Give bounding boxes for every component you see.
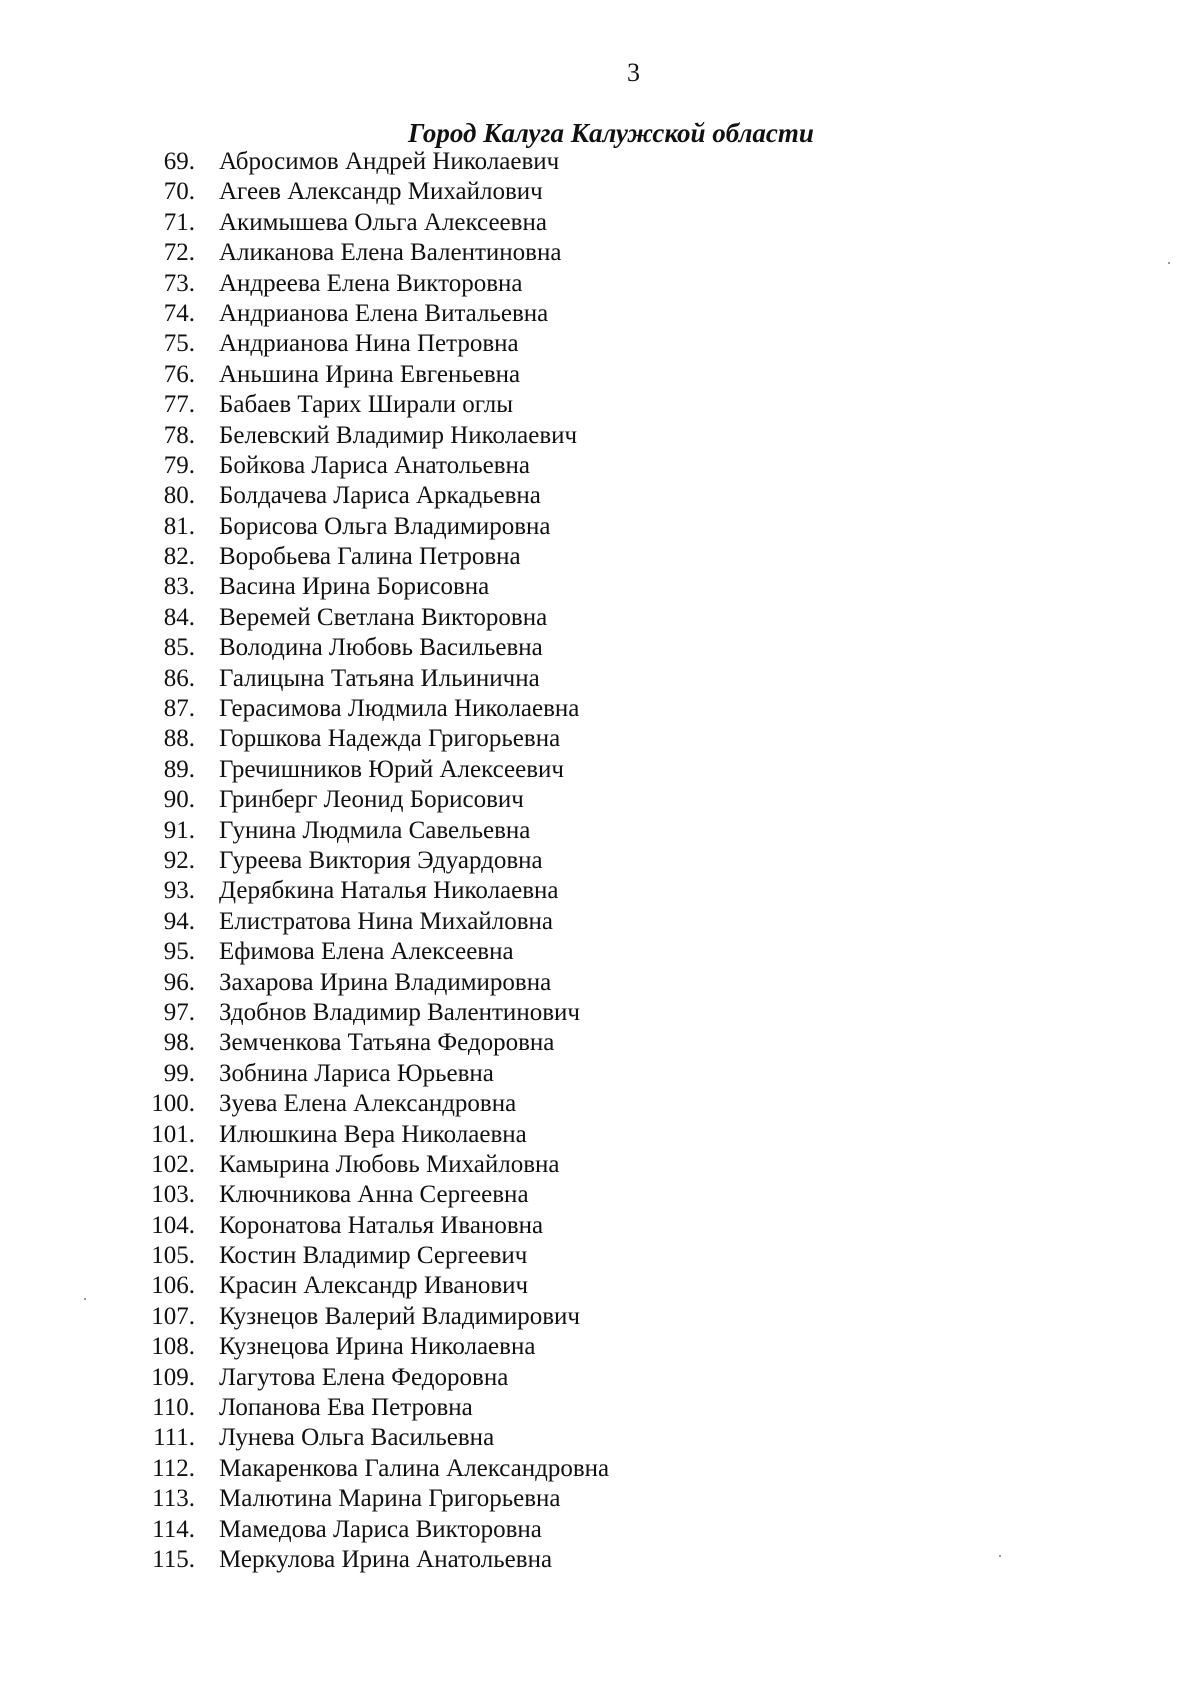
item-number-cell (0, 907, 195, 937)
item-number: 84. (163, 603, 195, 631)
item-number: 71. (163, 208, 195, 236)
item-number-cell (0, 1363, 195, 1393)
item-name: Макаренкова Галина Александровна (219, 1454, 610, 1482)
item-number: 102. (151, 1150, 195, 1178)
item-number: 77. (163, 391, 195, 419)
item-number-cell (0, 724, 195, 754)
item-number-cell (0, 1423, 195, 1453)
item-number: 78. (163, 421, 195, 449)
item-number-cell (0, 1089, 195, 1119)
item-number: 85. (163, 634, 195, 662)
item-number-cell (0, 1241, 195, 1271)
item-name: Акимышева Ольга Алексеевна (219, 208, 547, 236)
item-number-cell (0, 147, 195, 177)
item-number-cell (0, 238, 195, 268)
item-name: Бойкова Лариса Анатольевна (219, 451, 531, 479)
item-number-cell (0, 664, 195, 694)
item-number-cell (0, 1302, 195, 1332)
item-number-cell (0, 177, 195, 207)
item-name: Гуреева Виктория Эдуардовна (219, 846, 543, 874)
item-number: 103. (151, 1181, 195, 1209)
item-name: Белевский Владимир Николаевич (219, 421, 578, 449)
item-number: 113. (152, 1485, 195, 1513)
item-number-cell (0, 785, 195, 815)
item-number: 92. (163, 846, 195, 874)
section-heading: Город Калуга Калужской области (408, 118, 814, 148)
item-number: 81. (163, 512, 195, 540)
item-number-cell (0, 451, 195, 481)
item-number: 95. (163, 938, 195, 966)
page-number: 3 (627, 58, 640, 87)
item-number-cell (0, 968, 195, 998)
item-name: Лопанова Ева Петровна (219, 1394, 473, 1422)
item-name: Ефимова Елена Алексеевна (219, 938, 514, 966)
item-number: 105. (151, 1242, 195, 1270)
item-number: 101. (151, 1120, 195, 1148)
item-number: 110. (152, 1394, 195, 1422)
item-name: Кузнецова Ирина Николаевна (219, 1333, 536, 1361)
item-number-cell (0, 1150, 195, 1180)
item-name: Болдачева Лариса Аркадьевна (219, 482, 541, 510)
item-name: Зобнина Лариса Юрьевна (219, 1059, 494, 1087)
item-name: Горшкова Надежда Григорьевна (219, 725, 561, 753)
item-number-cell (0, 937, 195, 967)
item-number: 106. (151, 1272, 195, 1300)
item-number-cell (0, 1211, 195, 1241)
item-number-cell (0, 876, 195, 906)
item-number: 114. (152, 1515, 195, 1543)
item-name: Мамедова Лариса Викторовна (219, 1515, 542, 1543)
item-number-cell (0, 1515, 195, 1545)
item-name: Аликанова Елена Валентиновна (219, 239, 562, 267)
item-number: 74. (163, 299, 195, 327)
item-number: 111. (153, 1424, 195, 1452)
item-number: 100. (151, 1090, 195, 1118)
item-number-cell (0, 329, 195, 359)
item-number-cell (0, 1393, 195, 1423)
item-number-cell (0, 633, 195, 663)
item-number-cell (0, 1120, 195, 1150)
item-number: 107. (151, 1302, 195, 1330)
item-number-cell (0, 512, 195, 542)
item-name: Васина Ирина Борисовна (219, 573, 490, 601)
item-name: Борисова Ольга Владимировна (219, 512, 551, 540)
item-number: 83. (163, 573, 195, 601)
item-number-cell (0, 1545, 195, 1575)
item-name: Герасимова Людмила Николаевна (219, 695, 580, 723)
item-name: Ключникова Анна Сергеевна (219, 1181, 529, 1209)
item-name: Гунина Людмила Савельевна (219, 816, 531, 844)
item-number-cell (0, 1028, 195, 1058)
item-name: Земченкова Татьяна Федоровна (219, 1029, 555, 1057)
scan-speck (1168, 262, 1170, 264)
item-name: Андреева Елена Викторовна (219, 269, 523, 297)
item-number-cell (0, 694, 195, 724)
item-name: Костин Владимир Сергеевич (219, 1242, 528, 1270)
item-name: Дерябкина Наталья Николаевна (219, 877, 559, 905)
item-number: 115. (152, 1545, 195, 1573)
item-name: Андрианова Елена Витальевна (219, 299, 549, 327)
scan-speck (999, 1555, 1001, 1557)
item-name: Воробьева Галина Петровна (219, 543, 521, 571)
item-number: 80. (163, 482, 195, 510)
item-name: Коронатова Наталья Ивановна (219, 1211, 544, 1239)
item-number-cell (0, 481, 195, 511)
item-name: Гречишников Юрий Алексеевич (219, 755, 564, 783)
item-number-cell (0, 1059, 195, 1089)
item-name: Лагутова Елена Федоровна (219, 1363, 509, 1391)
item-number: 112. (152, 1454, 195, 1482)
item-name: Гринберг Леонид Борисович (219, 786, 524, 814)
item-name: Захарова Ирина Владимировна (219, 968, 552, 996)
item-name: Малютина Марина Григорьевна (219, 1485, 561, 1513)
item-number: 73. (163, 269, 195, 297)
item-name: Абросимов Андрей Николаевич (219, 148, 560, 175)
item-name: Андрианова Нина Петровна (219, 330, 519, 358)
item-number: 93. (163, 877, 195, 905)
item-number-cell (0, 1332, 195, 1362)
item-number-cell (0, 998, 195, 1028)
item-name: Камырина Любовь Михайловна (219, 1150, 560, 1178)
item-number: 94. (163, 907, 195, 935)
item-number: 97. (163, 998, 195, 1026)
item-number: 98. (163, 1029, 195, 1057)
item-number: 96. (163, 968, 195, 996)
scan-speck (84, 1298, 86, 1300)
item-name: Агеев Александр Михайлович (219, 178, 543, 206)
item-name: Зуева Елена Александровна (219, 1090, 517, 1118)
item-number-cell (0, 269, 195, 299)
item-number: 88. (163, 725, 195, 753)
item-name: Здобнов Владимир Валентинович (219, 998, 580, 1026)
item-number: 91. (163, 816, 195, 844)
item-number-cell (0, 1271, 195, 1301)
item-number: 76. (163, 360, 195, 388)
item-number: 70. (163, 178, 195, 206)
item-number: 72. (163, 239, 195, 267)
item-name: Меркулова Ирина Анатольевна (219, 1545, 553, 1573)
item-number: 109. (151, 1363, 195, 1391)
item-name: Лунева Ольга Васильевна (219, 1424, 495, 1452)
item-number-cell (0, 1454, 195, 1484)
item-number: 104. (151, 1211, 195, 1239)
item-name: Кузнецов Валерий Владимирович (219, 1302, 580, 1330)
item-number-cell (0, 755, 195, 785)
item-number: 69. (163, 148, 195, 175)
item-number: 75. (163, 330, 195, 358)
item-number-cell (0, 421, 195, 451)
item-name: Бабаев Тарих Ширали оглы (219, 391, 514, 419)
item-number-cell (0, 1484, 195, 1514)
item-number-cell (0, 572, 195, 602)
item-name: Володина Любовь Васильевна (219, 634, 543, 662)
item-name: Галицына Татьяна Ильинична (219, 664, 540, 692)
item-number-cell (0, 603, 195, 633)
item-number-cell (0, 299, 195, 329)
item-name: Илюшкина Вера Николаевна (219, 1120, 527, 1148)
item-number: 90. (163, 786, 195, 814)
item-number: 89. (163, 755, 195, 783)
item-number: 108. (151, 1333, 195, 1361)
item-number-cell (0, 390, 195, 420)
item-number: 82. (163, 543, 195, 571)
item-number-cell (0, 816, 195, 846)
item-name: Красин Александр Иванович (219, 1272, 529, 1300)
item-number-cell (0, 1180, 195, 1210)
item-number: 99. (163, 1059, 195, 1087)
item-name: Елистратова Нина Михайловна (219, 907, 553, 935)
item-name: Аньшина Ирина Евгеньевна (219, 360, 521, 388)
item-number-cell (0, 542, 195, 572)
item-number-cell (0, 846, 195, 876)
item-name: Веремей Светлана Викторовна (219, 603, 548, 631)
item-number: 79. (163, 451, 195, 479)
item-number: 87. (163, 695, 195, 723)
item-number-cell (0, 360, 195, 390)
item-number: 86. (163, 664, 195, 692)
item-number-cell (0, 208, 195, 238)
